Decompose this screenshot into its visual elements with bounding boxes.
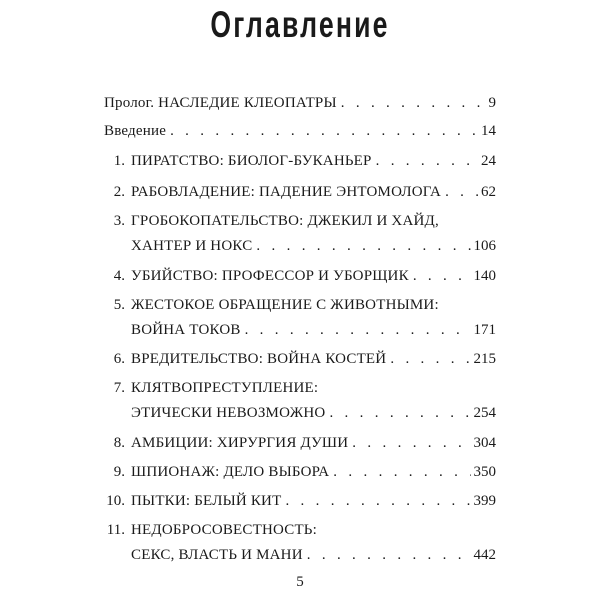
dot-leader <box>285 489 470 513</box>
dot-leader <box>307 543 471 567</box>
toc-entry-text: ПИРАТСТВО: БИОЛОГ-БУКАНЬЕР <box>131 153 372 169</box>
chapter-number: 7. <box>113 380 125 396</box>
dot-leader <box>413 264 471 288</box>
toc-entry-chapter-4 <box>104 264 496 288</box>
toc-entry-chapter-6 <box>104 347 496 371</box>
toc-entry-chapter-2 <box>104 180 496 204</box>
toc-entry-chapter-9 <box>104 460 496 484</box>
toc-entry-chapter-11-continuation <box>104 543 496 567</box>
toc-entry-text: СЕКС, ВЛАСТЬ И МАНИ <box>131 547 303 563</box>
toc-entry-page: 304 <box>473 435 496 451</box>
dot-leader <box>170 119 478 143</box>
toc-entry-text: ШПИОНАЖ: ДЕЛО ВЫБОРА <box>131 464 330 480</box>
dot-leader <box>256 234 470 258</box>
toc-entry-chapter-10 <box>104 489 496 513</box>
dot-leader <box>445 180 478 204</box>
toc-entry-chapter-3-continuation <box>104 234 496 258</box>
toc-entry-page: 171 <box>473 322 496 338</box>
toc-entry-page: 9 <box>488 95 496 111</box>
page-number: 5 <box>296 574 304 590</box>
toc-entry-text: ЖЕСТОКОЕ ОБРАЩЕНИЕ С ЖИВОТНЫМИ: <box>131 297 439 313</box>
toc-entry-text: ВРЕДИТЕЛЬСТВО: ВОЙНА КОСТЕЙ <box>131 351 387 367</box>
toc-entry-text: РАБОВЛАДЕНИЕ: ПАДЕНИЕ ЭНТОМОЛОГА <box>131 184 442 200</box>
toc-entry-text: Введение <box>104 123 167 139</box>
chapter-number: 1. <box>113 153 125 169</box>
chapter-number: 9. <box>113 464 125 480</box>
chapter-number: 8. <box>113 435 125 451</box>
chapter-number: 3. <box>113 213 125 229</box>
dot-leader <box>376 149 478 173</box>
toc-entry-page: 106 <box>473 238 496 254</box>
dot-leader <box>329 401 470 425</box>
toc-entry-page: 399 <box>473 493 496 509</box>
toc-entry-text: НЕДОБРОСОВЕСТНОСТЬ: <box>131 522 317 538</box>
toc-entry-page: 62 <box>481 184 496 200</box>
chapter-number: 11. <box>106 522 125 538</box>
toc-entry-prologue <box>104 91 496 115</box>
toc-entry-chapter-7 <box>104 376 496 400</box>
toc-entry-chapter-8 <box>104 431 496 455</box>
toc-entry-page: 140 <box>473 268 496 284</box>
toc-entry-page: 254 <box>473 405 496 421</box>
toc-entry-text: УБИЙСТВО: ПРОФЕССОР И УБОРЩИК <box>131 268 409 284</box>
toc-entry-introduction <box>104 119 496 143</box>
toc-entry-text: КЛЯТВОПРЕСТУПЛЕНИЕ: <box>131 380 319 396</box>
toc-entry-page: 215 <box>473 351 496 367</box>
chapter-number: 5. <box>113 297 125 313</box>
toc-entry-chapter-3 <box>104 209 496 233</box>
chapter-number: 2. <box>113 184 125 200</box>
toc-entry-text: АМБИЦИИ: ХИРУРГИЯ ДУШИ <box>131 435 349 451</box>
page-title: Оглавление <box>210 4 390 45</box>
dot-leader <box>333 460 470 484</box>
toc-entry-chapter-11 <box>104 518 496 542</box>
dot-leader <box>245 318 471 342</box>
dot-leader <box>352 431 470 455</box>
toc-entry-text: ПЫТКИ: БЕЛЫЙ КИТ <box>131 493 282 509</box>
dot-leader <box>390 347 470 371</box>
toc-entry-chapter-1 <box>104 149 496 173</box>
toc-entry-page: 442 <box>473 547 496 563</box>
toc-entry-text: Пролог. НАСЛЕДИЕ КЛЕОПАТРЫ <box>104 95 337 111</box>
chapter-number: 6. <box>113 351 125 367</box>
toc-entry-text: ХАНТЕР И НОКС <box>131 238 253 254</box>
toc-entry-page: 24 <box>481 153 496 169</box>
chapter-number: 10. <box>106 493 125 509</box>
toc-entry-page: 350 <box>473 464 496 480</box>
toc-entry-text: ГРОБОКОПАТЕЛЬСТВО: ДЖЕКИЛ И ХАЙД, <box>131 213 439 229</box>
toc-entry-chapter-7-continuation <box>104 401 496 425</box>
toc-entry-text: ЭТИЧЕСКИ НЕВОЗМОЖНО <box>131 405 326 421</box>
toc-entry-page: 14 <box>481 123 496 139</box>
toc-entry-chapter-5-continuation <box>104 318 496 342</box>
toc-entry-chapter-5 <box>104 293 496 317</box>
dot-leader <box>341 91 486 115</box>
chapter-number: 4. <box>113 268 125 284</box>
toc-entry-text: ВОЙНА ТОКОВ <box>131 322 241 338</box>
